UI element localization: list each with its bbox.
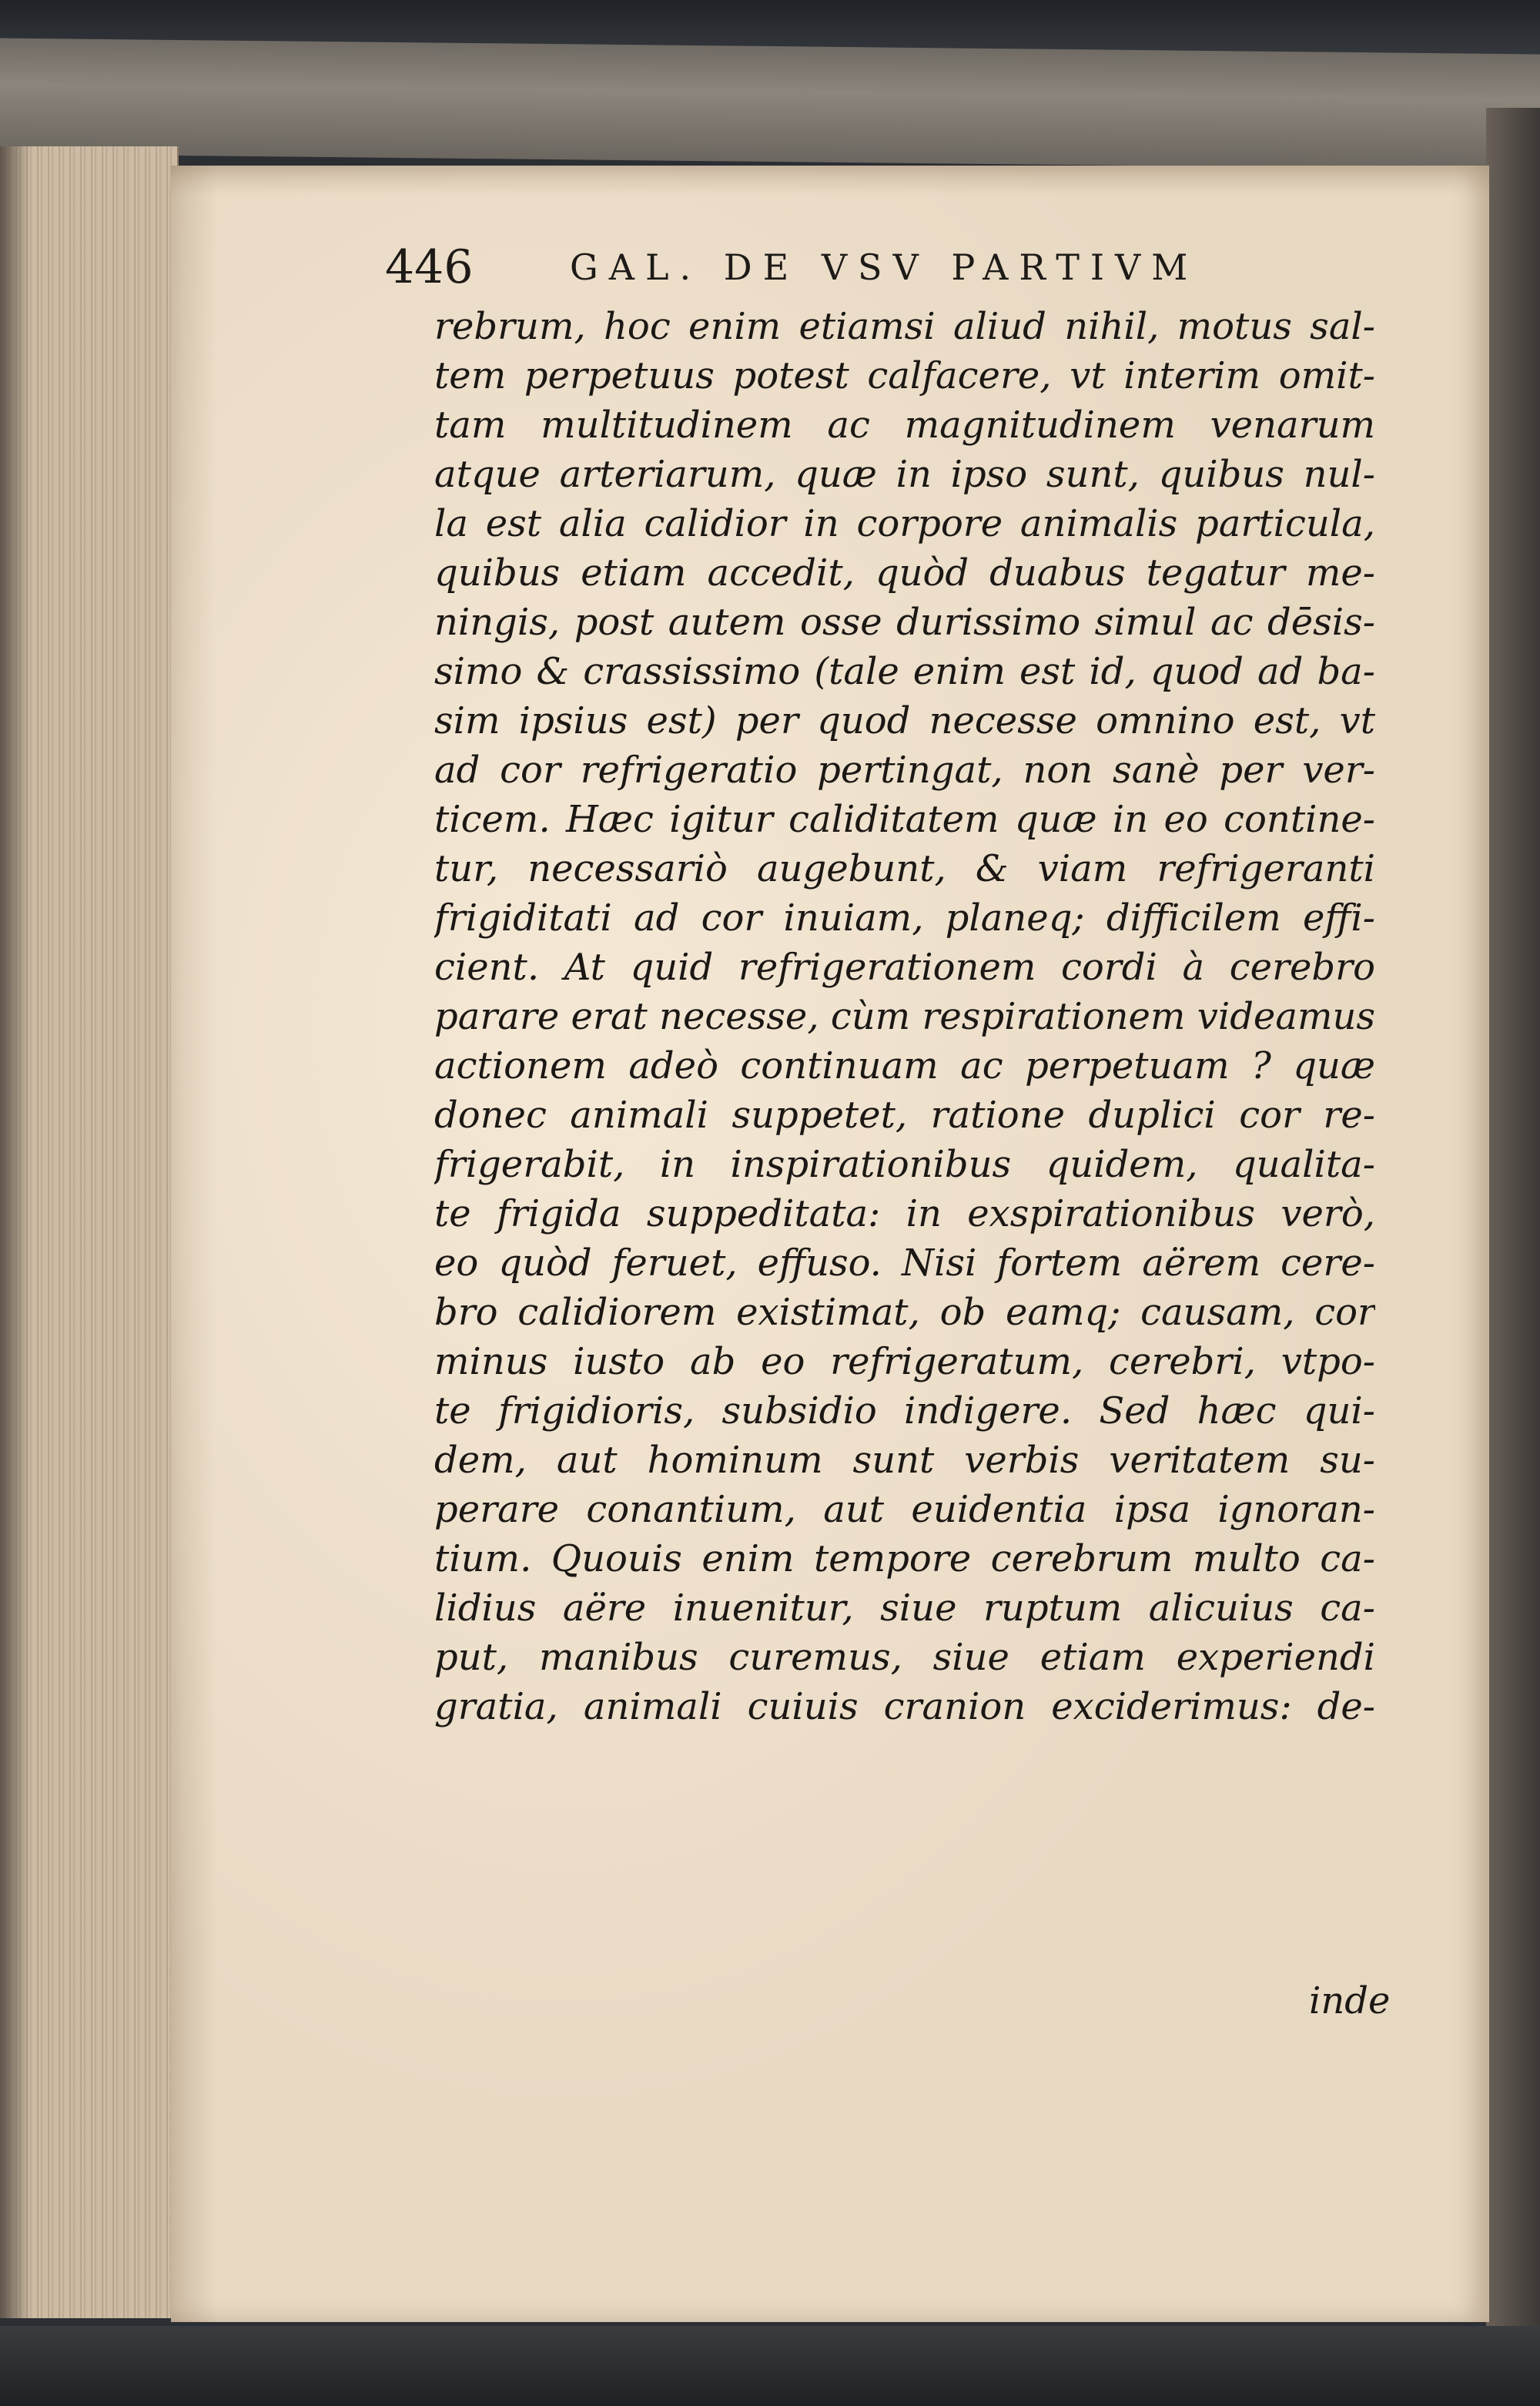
- text-line: frigiditati ad cor inuiam, planeq; difficilem effi-: [434, 896, 1375, 940]
- page-header: [385, 240, 1386, 302]
- running-head: GAL. DE VSV PARTIVM: [570, 246, 1199, 288]
- text-line: cient. At quid refrigerationem cordi à cerebro: [434, 946, 1375, 989]
- text-line: put, manibus curemus, siue etiam experiendi: [434, 1636, 1375, 1679]
- text-line: sim ipsius est) per quod necesse omnino est, vt: [434, 699, 1375, 742]
- text-line: te frigida suppeditata: in exspirationibus verò,: [434, 1192, 1375, 1235]
- text-line: ticem. Hæc igitur caliditatem quæ in eo contine-: [434, 798, 1375, 841]
- text-line: bro calidiorem existimat, ob eamq; causam, cor: [434, 1291, 1375, 1334]
- text-line: quibus etiam accedit, quòd duabus tegatur me-: [434, 551, 1375, 595]
- text-line: minus iusto ab eo refrigeratum, cerebri, vtpo-: [434, 1340, 1375, 1383]
- text-line: frigerabit, in inspirationibus quidem, qualita-: [434, 1143, 1375, 1186]
- backdrop-bottom: [0, 2326, 1540, 2406]
- text-line: parare erat necesse, cùm respirationem videamus: [434, 995, 1375, 1038]
- text-line: simo & crassissimo (tale enim est id, quod ad ba-: [434, 650, 1375, 693]
- page-edges-shadow: [0, 146, 31, 2318]
- text-line: tem perpetuus potest calfacere, vt interim omit-: [434, 354, 1375, 397]
- text-line: tam multitudinem ac magnitudinem venarum: [434, 404, 1375, 447]
- text-line: perare conantium, aut euidentia ipsa ignoran-: [434, 1488, 1375, 1531]
- body-text: [434, 302, 1375, 1731]
- text-line: tur, necessariò augebunt, & viam refrigeranti: [434, 847, 1375, 890]
- text-line: lidius aëre inuenitur, siue ruptum alicuius ca-: [434, 1587, 1375, 1630]
- book-cover-board: [0, 39, 1540, 170]
- text-line: eo quòd feruet, effuso. Nisi fortem aërem cere-: [434, 1242, 1375, 1285]
- text-line: dem, aut hominum sunt verbis veritatem su-: [434, 1439, 1375, 1482]
- text-line: tium. Quouis enim tempore cerebrum multo ca-: [434, 1537, 1375, 1580]
- text-line: rebrum, hoc enim etiamsi aliud nihil, motus sal-: [434, 305, 1375, 348]
- text-line: donec animali suppetet, ratione duplici cor re-: [434, 1094, 1375, 1137]
- text-line: ningis, post autem osse durissimo simul ac dēsis-: [434, 601, 1375, 644]
- text-line: gratia, animali cuiuis cranion exciderimus: de-: [434, 1685, 1375, 1728]
- text-line: la est alia calidior in corpore animalis particula,: [434, 502, 1375, 545]
- text-line: atque arteriarum, quæ in ipso sunt, quibus nul-: [434, 453, 1375, 496]
- text-line: te frigidioris, subsidio indigere. Sed hæc qui-: [434, 1389, 1375, 1433]
- text-line: actionem adeò continuam ac perpetuam ? quæ: [434, 1044, 1375, 1087]
- text-line: ad cor refrigeratio pertingat, non sanè per ver-: [434, 749, 1375, 792]
- catchword: inde: [1309, 1979, 1391, 2022]
- page-number: 446: [385, 240, 474, 294]
- book-cover-edge: [1486, 108, 1540, 2341]
